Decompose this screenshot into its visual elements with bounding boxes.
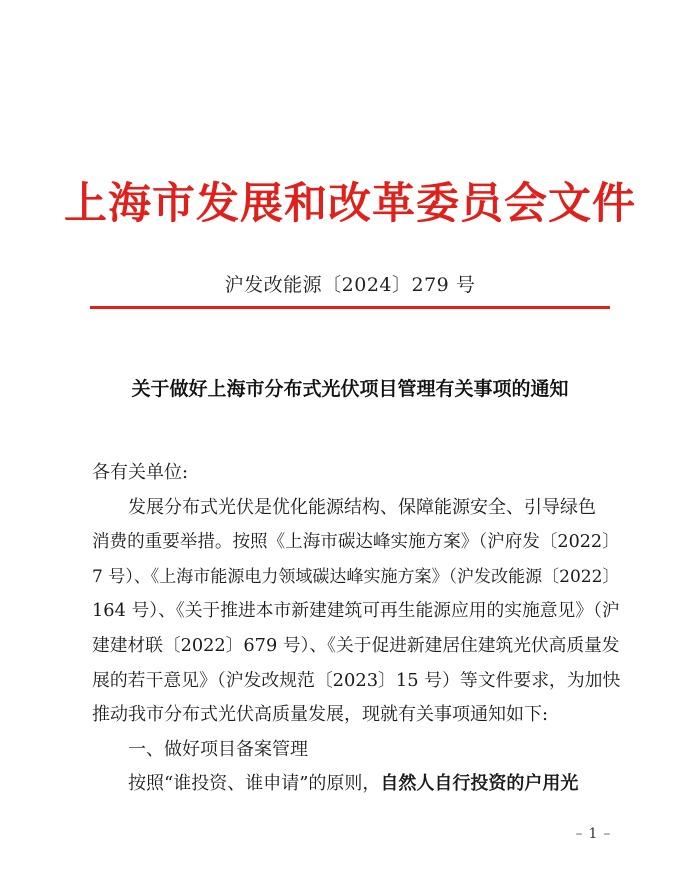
paragraph-line: 消费的重要举措。按照《上海市碳达峰实施方案》（沪府发〔2022〕 (92, 532, 620, 553)
page-number-value: 1 (588, 826, 598, 842)
paragraph-line: 建建材联〔2022〕679 号）、《关于促进新建居住建筑光伏高质量发 (92, 635, 620, 656)
paragraph-line: 发展分布式光伏是优化能源结构、保障能源安全、引导绿色 (128, 496, 596, 518)
page-number-dash-left: – (575, 826, 583, 842)
issuer-header: 上海市发展和改革委员会文件 (64, 179, 636, 229)
salutation: 各有关单位: (92, 462, 189, 483)
paragraph-line: 展的若干意见》（沪发改规范〔2023〕15 号）等文件要求，为加快 (92, 669, 621, 691)
page-number (568, 826, 618, 842)
paragraph-line: 推动我市分布式光伏高质量发展，现就有关事项通知如下: (92, 704, 549, 726)
red-divider-line (90, 306, 610, 309)
document-body (92, 456, 620, 802)
section-paragraph-line (92, 767, 620, 802)
paragraph-line: 7 号）、《上海市能源电力领域碳达峰实施方案》（沪发改能源〔2022〕 (92, 566, 620, 587)
section-text-bold: 自然人自行投资的户用光 (380, 773, 579, 795)
page-number-dash-right: – (603, 826, 611, 842)
section-heading: 一、做好项目备案管理 (128, 738, 308, 760)
document-number: 沪发改能源〔2024〕279 号 (224, 274, 476, 296)
document-title: 关于做好上海市分布式光伏项目管理有关事项的通知 (131, 378, 569, 400)
paragraph-line: 164 号）、《关于推进本市新建建筑可再生能源应用的实施意见》（沪 (92, 601, 620, 622)
section-text-normal: 按照“谁投资、谁申请”的原则， (128, 773, 381, 795)
